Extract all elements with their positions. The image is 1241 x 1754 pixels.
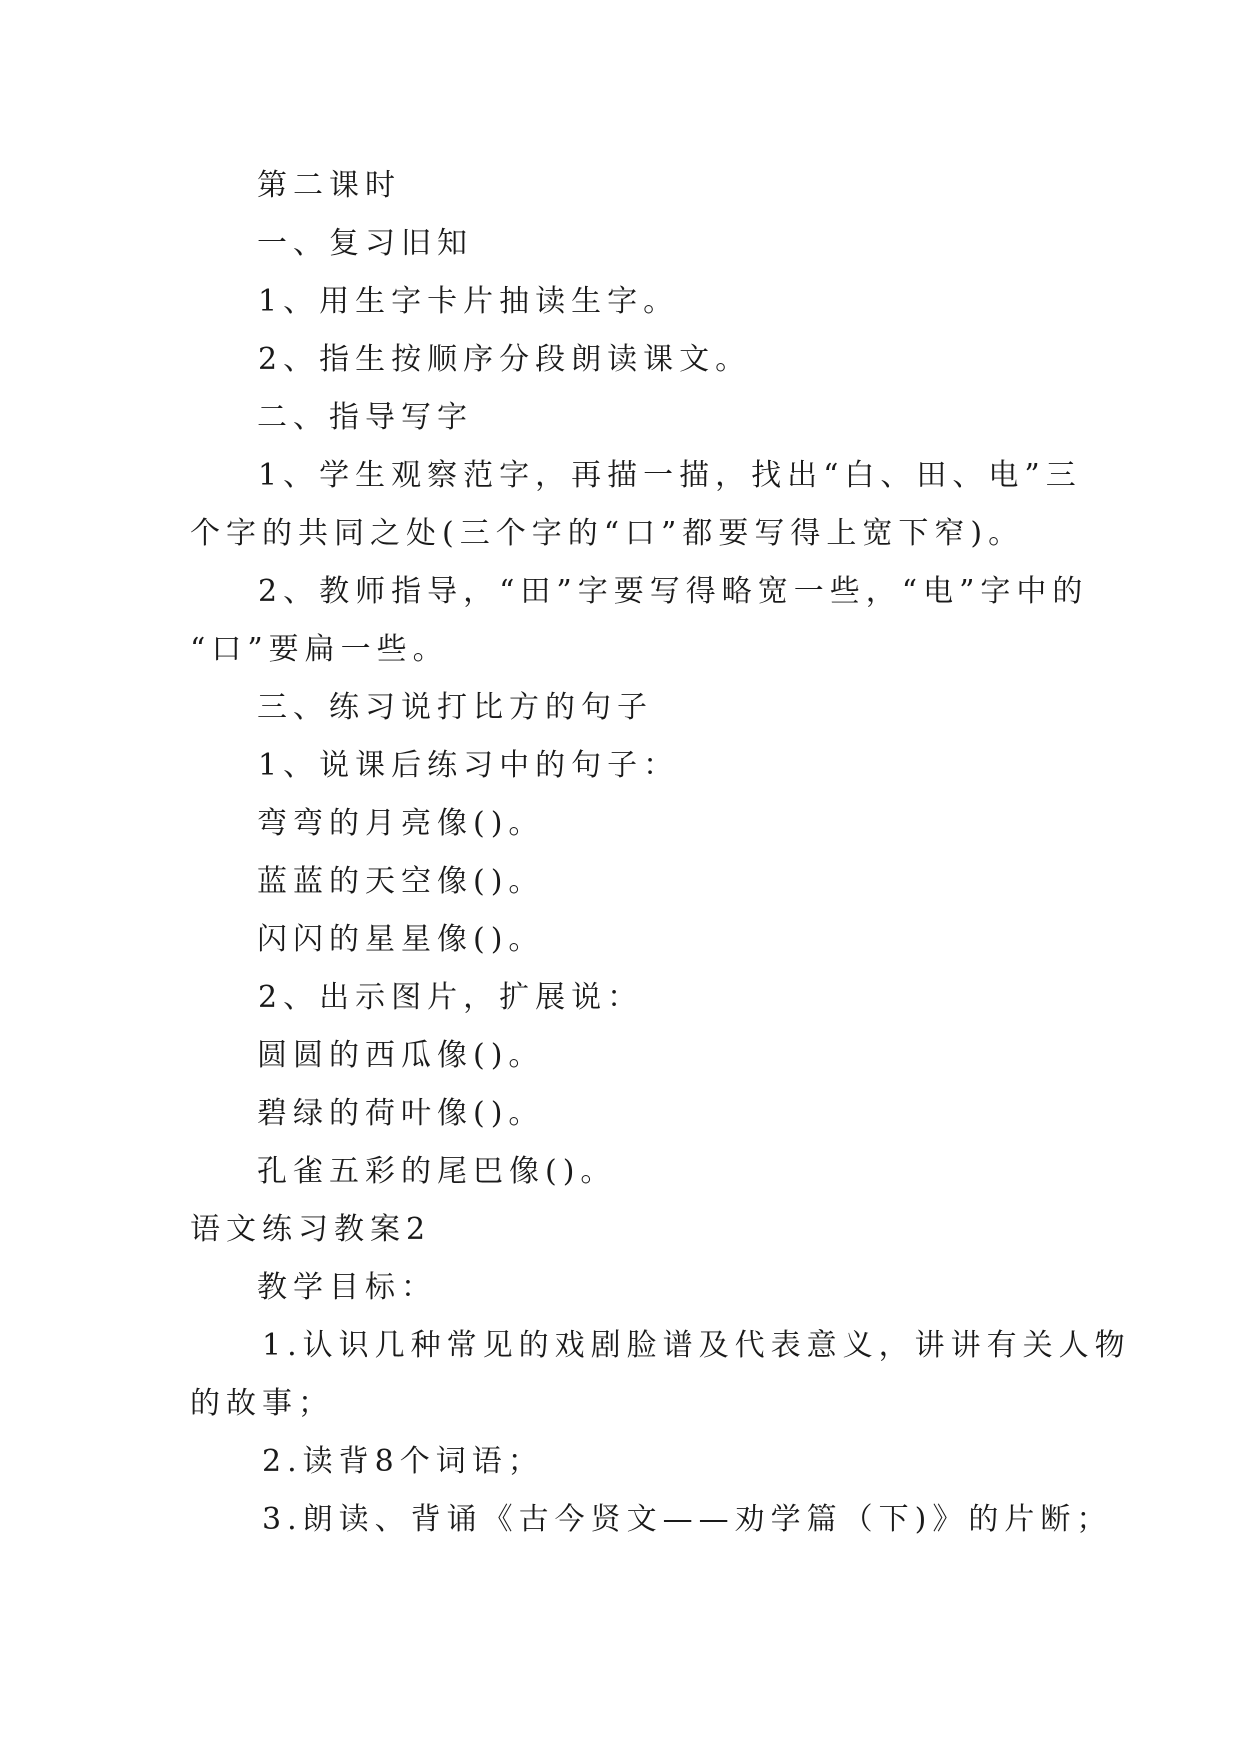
lesson-heading: 第二课时 — [257, 168, 401, 203]
paragraph: 1、学生观察范字，再描一描，找出“白、田、电”三 — [258, 458, 1082, 493]
section-heading-objectives: 教学目标： — [257, 1270, 437, 1305]
example-sentence: 圆圆的西瓜像()。 — [257, 1038, 545, 1073]
section-heading-simile: 三、练习说打比方的句子 — [257, 690, 653, 725]
paragraph: 2、教师指导，“田”字要写得略宽一些，“电”字中的 — [258, 574, 1089, 609]
example-sentence: 弯弯的月亮像()。 — [257, 806, 545, 841]
section-heading-writing: 二、指导写字 — [257, 400, 473, 435]
objective-item: 2.读背8个词语； — [262, 1444, 544, 1479]
paragraph: 1、用生字卡片抽读生字。 — [258, 284, 680, 319]
section-heading-review: 一、复习旧知 — [257, 226, 473, 261]
paragraph-continuation: 个字的共同之处(三个字的“口”都要写得上宽下窄)。 — [190, 516, 1025, 551]
paragraph: 2、指生按顺序分段朗读课文。 — [258, 342, 752, 377]
example-sentence: 蓝蓝的天空像()。 — [257, 864, 545, 899]
objective-item: 3.朗读、背诵《古今贤文——劝学篇（下)》的片断； — [262, 1502, 1113, 1537]
document-title: 语文练习教案2 — [190, 1212, 432, 1247]
paragraph: 1、说课后练习中的句子： — [258, 748, 680, 783]
example-sentence: 碧绿的荷叶像()。 — [257, 1096, 545, 1131]
example-sentence: 孔雀五彩的尾巴像()。 — [257, 1154, 617, 1189]
objective-item: 1.认识几种常见的戏剧脸谱及代表意义，讲讲有关人物 — [262, 1328, 1131, 1363]
paragraph-continuation: “口”要扁一些。 — [190, 632, 449, 667]
paragraph-continuation: 的故事； — [190, 1386, 334, 1421]
paragraph: 2、出示图片，扩展说： — [258, 980, 644, 1015]
example-sentence: 闪闪的星星像()。 — [257, 922, 545, 957]
